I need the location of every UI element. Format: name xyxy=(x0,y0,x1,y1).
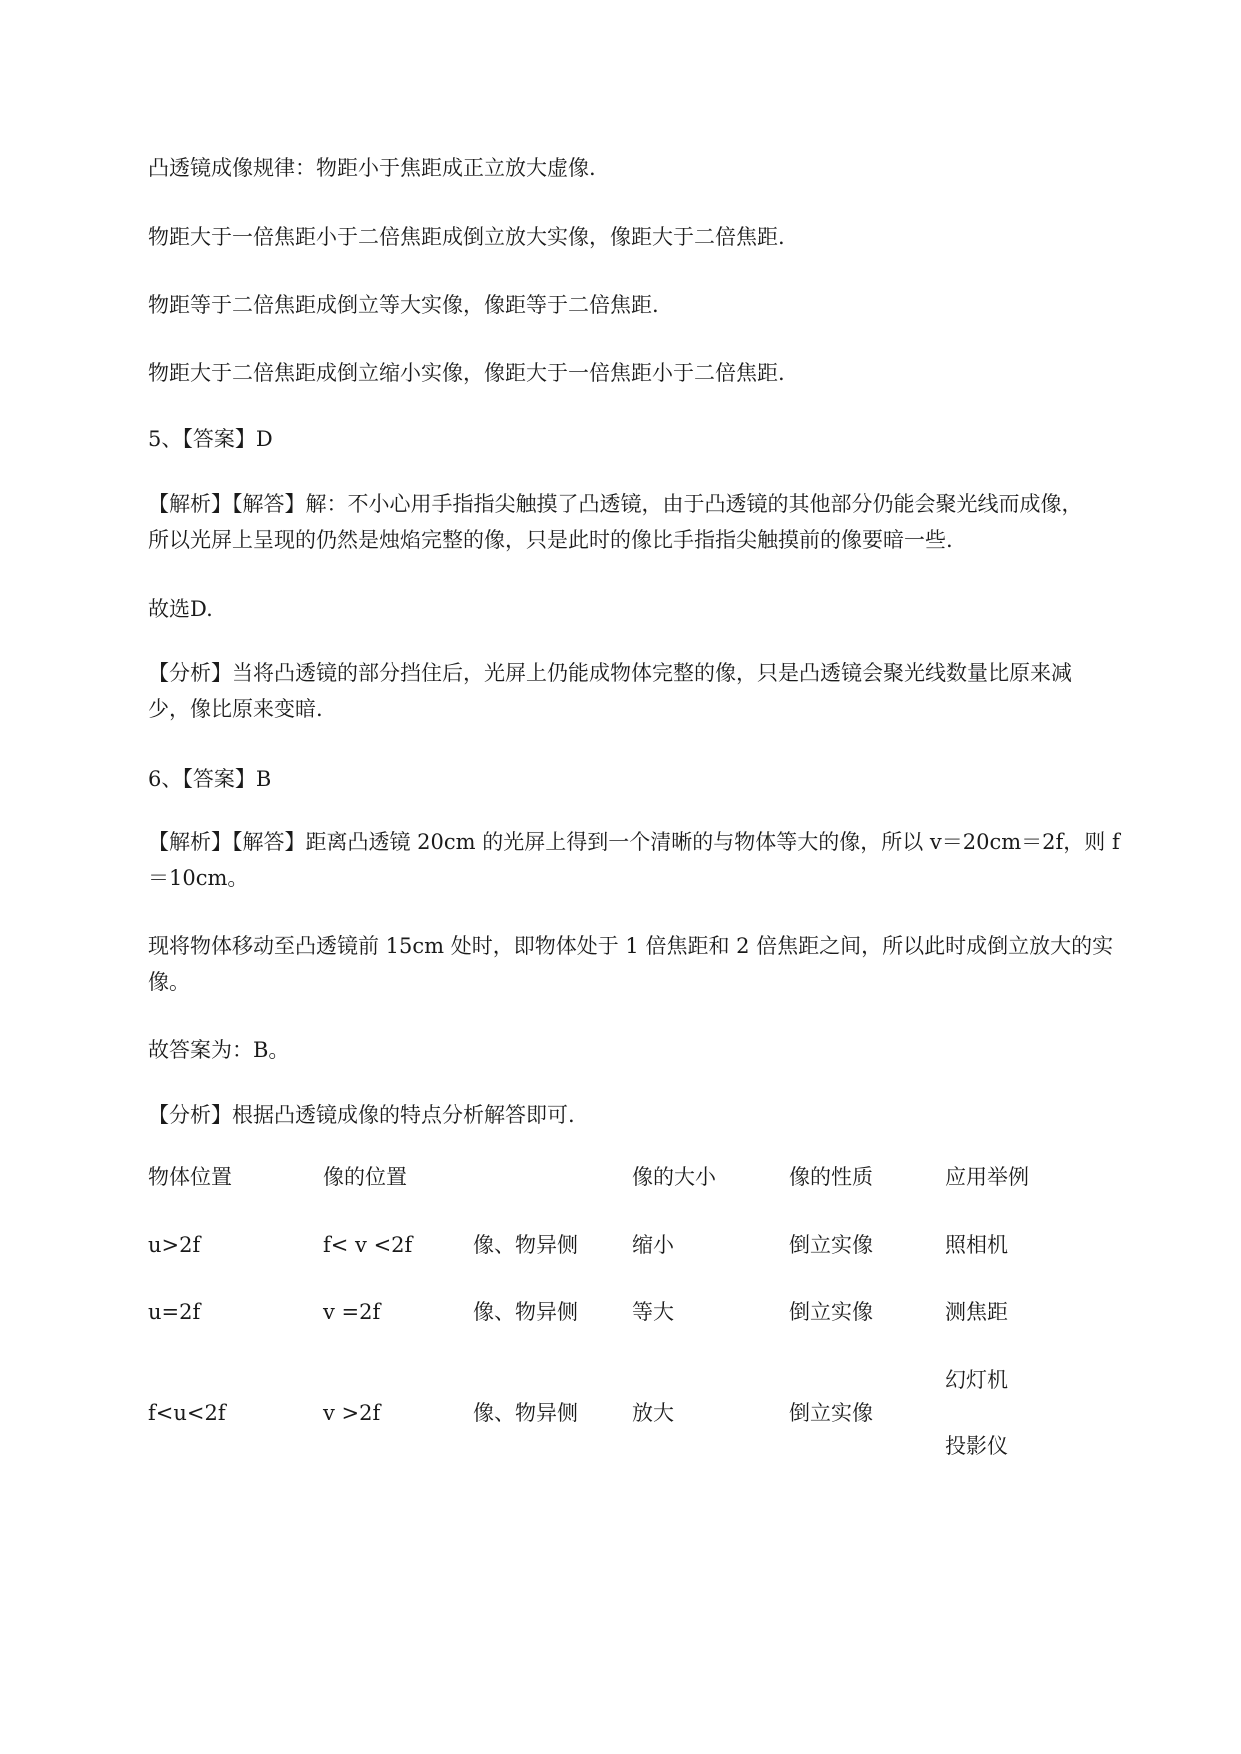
q5-analysis-line-2: 所以光屏上呈现的仍然是烛焰完整的像，只是此时的像比手指指尖触摸前的像要暗一些. xyxy=(148,528,953,552)
table-row-3-image-position: v >2f xyxy=(323,1401,381,1425)
q5-answer: 5、【答案】D xyxy=(148,427,273,451)
rule-line-2: 物距大于一倍焦距小于二倍焦距成倒立放大实像，像距大于二倍焦距. xyxy=(148,225,785,249)
q6-answer: 6、【答案】B xyxy=(148,767,272,791)
table-row-3-position: f<u<2f xyxy=(148,1401,226,1425)
q6-analysis-line-1: 【解析】【解答】距离凸透镜 20cm 的光屏上得到一个清晰的与物体等大的像，所以 v＝20cm＝2f，则 f xyxy=(148,830,1120,854)
q6-choice: 故答案为：B。 xyxy=(148,1038,290,1062)
table-row-2-nature: 倒立实像 xyxy=(789,1300,873,1324)
table-row-3-application-1: 幻灯机 xyxy=(945,1368,1008,1392)
table-row-3-nature: 倒立实像 xyxy=(789,1401,873,1425)
q5-choice: 故选D. xyxy=(148,597,213,621)
table-row-1-position: u>2f xyxy=(148,1233,201,1257)
rule-line-4: 物距大于二倍焦距成倒立缩小实像，像距大于一倍焦距小于二倍焦距. xyxy=(148,361,785,385)
table-row-2-image-position: v =2f xyxy=(323,1300,381,1324)
table-row-3-side: 像、物异侧 xyxy=(473,1401,578,1425)
q5-analysis xyxy=(148,486,1168,558)
q6-detail-line-2: 像。 xyxy=(148,970,190,994)
q6-detail xyxy=(148,928,1168,1000)
table-row-2-position: u=2f xyxy=(148,1300,201,1324)
table-row-1-side: 像、物异侧 xyxy=(473,1233,578,1257)
q5-explain-line-1: 【分析】当将凸透镜的部分挡住后，光屏上仍能成物体完整的像，只是凸透镜会聚光线数量比原来减 xyxy=(148,661,1072,685)
rule-line-3: 物距等于二倍焦距成倒立等大实像，像距等于二倍焦距. xyxy=(148,293,659,317)
q6-analysis xyxy=(148,824,1168,896)
table-row-2-application: 测焦距 xyxy=(945,1300,1008,1324)
table-header-nature: 像的性质 xyxy=(789,1165,873,1189)
table-row-1-application: 照相机 xyxy=(945,1233,1008,1257)
table-row-1-nature: 倒立实像 xyxy=(789,1233,873,1257)
q5-explain xyxy=(148,655,1168,727)
table-row-3-application-2: 投影仪 xyxy=(945,1434,1008,1458)
rule-line-1: 凸透镜成像规律：物距小于焦距成正立放大虚像. xyxy=(148,156,596,180)
table-header-image-position: 像的位置 xyxy=(323,1165,407,1189)
table-header-size: 像的大小 xyxy=(632,1165,716,1189)
table-row-1-size: 缩小 xyxy=(632,1233,674,1257)
table-header-position: 物体位置 xyxy=(148,1165,232,1189)
q5-explain-line-2: 少，像比原来变暗. xyxy=(148,697,323,721)
q6-explain: 【分析】根据凸透镜成像的特点分析解答即可. xyxy=(148,1103,575,1127)
q5-analysis-line-1: 【解析】【解答】解：不小心用手指指尖触摸了凸透镜，由于凸透镜的其他部分仍能会聚光线而成像， xyxy=(148,492,1083,516)
table-row-3-size: 放大 xyxy=(632,1401,674,1425)
q6-detail-line-1: 现将物体移动至凸透镜前 15cm 处时，即物体处于 1 倍焦距和 2 倍焦距之间，所以此时成倒立放大的实 xyxy=(148,934,1114,958)
table-row-2-size: 等大 xyxy=(632,1300,674,1324)
q6-analysis-line-2: ＝10cm。 xyxy=(148,866,249,890)
table-row-2-side: 像、物异侧 xyxy=(473,1300,578,1324)
table-row-1-image-position: f< v <2f xyxy=(323,1233,413,1257)
table-header-application: 应用举例 xyxy=(945,1165,1029,1189)
